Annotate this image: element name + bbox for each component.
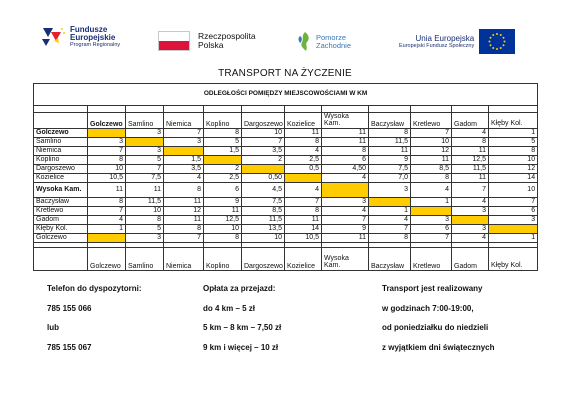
phone-label: Telefon do dyspozytorni: — [47, 284, 142, 293]
distance-cell: 14 — [489, 173, 538, 182]
empty-cell — [126, 106, 164, 113]
distance-cell: 12 — [411, 146, 452, 155]
distance-cell: 10 — [204, 224, 242, 233]
distance-cell: 1 — [369, 206, 411, 215]
polish-flag-icon — [158, 31, 190, 51]
distance-cell: 11,5 — [242, 215, 285, 224]
distance-cell: 3 — [126, 146, 164, 155]
distance-cell: 4 — [322, 206, 369, 215]
distance-cell: 8 — [411, 173, 452, 182]
ue-logo-line1: Unia Europejska — [415, 33, 475, 43]
schedule-line-4: z wyjątkiem dni świątecznych — [382, 342, 495, 352]
column-header: Niemica — [164, 113, 204, 129]
distance-cell: 7 — [164, 128, 204, 137]
distance-cell: 7 — [452, 182, 489, 197]
distance-cell: 11 — [88, 182, 126, 197]
fare-info — [203, 284, 281, 362]
distance-cell: 6 — [489, 206, 538, 215]
phone-number-1: 785 155 066 — [47, 303, 92, 313]
distance-cell: 7,5 — [242, 197, 285, 206]
distance-cell: 7 — [489, 197, 538, 206]
row-header: Kretlewo — [34, 206, 88, 215]
distance-cell: 8,5 — [242, 206, 285, 215]
empty-cell — [452, 106, 489, 113]
empty-cell — [204, 106, 242, 113]
fe-logo-line1: Fundusze — [70, 25, 108, 34]
distance-cell: 1 — [88, 224, 126, 233]
row-header: Wysoka Kam. — [34, 182, 88, 197]
self-distance-cell — [88, 128, 126, 137]
distance-cell: 7 — [242, 137, 285, 146]
distance-cell: 5 — [489, 137, 538, 146]
empty-cell — [369, 106, 411, 113]
column-header: Koplino — [204, 113, 242, 129]
table-title-row — [34, 84, 538, 106]
row-header: Baczysław — [34, 197, 88, 206]
logo-bar — [0, 0, 570, 68]
self-distance-cell — [285, 173, 322, 182]
pz-logo-line1: Pomorze — [316, 33, 347, 43]
distance-cell: 11 — [322, 128, 369, 137]
distance-cell: 3 — [88, 137, 126, 146]
corner-cell — [34, 247, 88, 270]
self-distance-cell — [164, 146, 204, 155]
distance-cell: 11 — [126, 182, 164, 197]
distance-cell: 10 — [242, 128, 285, 137]
table-footer-header-row — [34, 247, 538, 270]
distance-cell: 7,5 — [126, 173, 164, 182]
distance-cell: 12 — [489, 164, 538, 173]
phone-number-2: 785 155 067 — [47, 342, 92, 352]
fare-tier-3: 9 km i więcej – 10 zł — [203, 342, 279, 352]
rp-logo-line2: Polska — [198, 40, 224, 50]
distance-cell: 3,5 — [242, 146, 285, 155]
pz-logo-line2: Zachodnie — [316, 41, 352, 50]
distance-cell: 14 — [285, 224, 322, 233]
distance-cell: 8 — [285, 206, 322, 215]
column-header: Gadom — [452, 113, 489, 129]
empty-cell — [242, 106, 285, 113]
distance-cell: 4 — [164, 173, 204, 182]
row-header: Kozielice — [34, 173, 88, 182]
distance-cell: 10 — [489, 155, 538, 164]
schedule-info — [382, 284, 494, 362]
distance-cell: 11 — [452, 173, 489, 182]
distance-cell: 8 — [88, 197, 126, 206]
distance-cell: 5 — [126, 155, 164, 164]
column-header: Kretlewo — [411, 113, 452, 129]
table-header-row — [34, 113, 538, 129]
row-header: Niemica — [34, 146, 88, 155]
distance-cell: 10,5 — [88, 173, 126, 182]
distance-cell: 8 — [126, 215, 164, 224]
distance-cell: 8 — [489, 146, 538, 155]
dispatch-phone-info — [47, 284, 142, 362]
distance-cell: 4 — [452, 128, 489, 137]
distance-cell: 0,50 — [242, 173, 285, 182]
distance-cell: 1,5 — [204, 146, 242, 155]
distance-cell: 7 — [88, 146, 126, 155]
distance-cell: 7 — [126, 164, 164, 173]
page-title: TRANSPORT NA ŻYCZENIE — [218, 68, 352, 79]
distance-cell: 10 — [489, 182, 538, 197]
distance-cell: 11 — [285, 128, 322, 137]
distance-cell: 11 — [204, 206, 242, 215]
distance-cell: 1 — [489, 233, 538, 242]
distance-cell: 11,5 — [126, 197, 164, 206]
distance-table — [33, 83, 538, 271]
column-header: Gadom — [452, 247, 489, 270]
distance-cell: 8 — [452, 137, 489, 146]
distance-cell: 5 — [126, 224, 164, 233]
distance-cell: 2,5 — [204, 173, 242, 182]
schedule-line-3: od poniedziałku do niedzieli — [382, 323, 489, 332]
table-row — [34, 146, 538, 155]
self-distance-cell — [452, 215, 489, 224]
self-distance-cell — [126, 137, 164, 146]
phone-or: lub — [47, 323, 59, 332]
distance-cell: 9 — [204, 197, 242, 206]
self-distance-cell — [489, 224, 538, 233]
column-header: Golczewo — [88, 113, 126, 129]
distance-cell: 8 — [204, 233, 242, 242]
fare-tier-1: do 4 km – 5 zł — [203, 303, 256, 313]
distance-cell: 4 — [285, 146, 322, 155]
distance-cell: 10 — [126, 206, 164, 215]
distance-cell: 11 — [369, 146, 411, 155]
distance-cell: 10 — [242, 233, 285, 242]
distance-cell: 4,50 — [322, 164, 369, 173]
distance-cell: 10,5 — [285, 233, 322, 242]
ue-logo-line2: Europejski Fundusz Społeczny — [399, 42, 475, 49]
column-header: Kozielice — [285, 113, 322, 129]
self-distance-cell — [88, 233, 126, 242]
distance-cell: 9 — [369, 155, 411, 164]
distance-cell: 8,5 — [411, 164, 452, 173]
table-row — [34, 137, 538, 146]
distance-cell: 7 — [411, 233, 452, 242]
rzeczpospolita-polska-logo — [158, 31, 256, 51]
distance-cell: 3 — [369, 182, 411, 197]
distance-cell: 11,5 — [369, 137, 411, 146]
column-header: Kłęby Kol. — [489, 247, 538, 270]
table-spacer-row — [34, 106, 538, 113]
distance-cell: 12,5 — [452, 155, 489, 164]
distance-cell: 10 — [411, 137, 452, 146]
distance-cell: 8 — [204, 128, 242, 137]
table-row — [34, 173, 538, 182]
distance-cell: 4 — [322, 173, 369, 182]
distance-cell: 2,5 — [285, 155, 322, 164]
distance-cell: 1,5 — [164, 155, 204, 164]
distance-cell: 6 — [411, 224, 452, 233]
distance-cell: 6 — [204, 182, 242, 197]
distance-cell: 4 — [452, 197, 489, 206]
unia-europejska-logo — [399, 29, 515, 54]
table-row — [34, 233, 538, 242]
distance-cell: 11 — [322, 233, 369, 242]
table-row — [34, 206, 538, 215]
table-row — [34, 182, 538, 197]
row-header: Gadom — [34, 215, 88, 224]
distance-cell: 7 — [164, 233, 204, 242]
distance-cell: 1 — [489, 128, 538, 137]
distance-cell: 11 — [322, 137, 369, 146]
distance-cell: 9 — [322, 224, 369, 233]
self-distance-cell — [411, 206, 452, 215]
row-header: Golczewo — [34, 233, 88, 242]
distance-cell: 3 — [411, 215, 452, 224]
column-header: Kłęby Kol. — [489, 113, 538, 129]
distance-cell: 3 — [452, 206, 489, 215]
table-row — [34, 128, 538, 137]
row-header: Kłęby Kol. — [34, 224, 88, 233]
distance-cell: 11 — [411, 155, 452, 164]
distance-cell: 10 — [88, 164, 126, 173]
self-distance-cell — [369, 197, 411, 206]
distance-cell: 3 — [126, 128, 164, 137]
self-distance-cell — [204, 155, 242, 164]
distance-cell: 8 — [285, 137, 322, 146]
distance-cell: 8 — [322, 146, 369, 155]
empty-cell — [489, 106, 538, 113]
column-header: Koplino — [204, 247, 242, 270]
fundusze-europejskie-icon — [40, 26, 66, 48]
distance-cell: 7,0 — [369, 173, 411, 182]
empty-cell — [285, 106, 322, 113]
distance-cell: 8 — [164, 182, 204, 197]
distance-cell: 3 — [489, 215, 538, 224]
empty-cell — [411, 106, 452, 113]
schedule-line-2: w godzinach 7:00-19:00, — [382, 303, 474, 313]
empty-cell — [164, 106, 204, 113]
table-row — [34, 155, 538, 164]
fe-logo-line2: Europejskie — [70, 33, 116, 43]
distance-cell: 7 — [88, 206, 126, 215]
column-header: Niemica — [164, 247, 204, 270]
column-header: Baczysław — [369, 247, 411, 270]
schedule-line-1: Transport jest realizowany — [382, 284, 483, 293]
distance-cell: 11 — [164, 197, 204, 206]
table-row — [34, 197, 538, 206]
column-header: Golczewo — [88, 247, 126, 270]
distance-cell: 7 — [411, 128, 452, 137]
column-header: Dargoszewo — [242, 113, 285, 129]
distance-cell: 8 — [88, 155, 126, 164]
distance-cell: 0,5 — [285, 164, 322, 173]
pomorze-zachodnie-logo — [296, 30, 351, 54]
column-header: Kozielice — [285, 247, 322, 270]
distance-cell: 7 — [322, 215, 369, 224]
distance-cell: 12,5 — [204, 215, 242, 224]
distance-cell: 4 — [88, 215, 126, 224]
fe-logo-line3: Program Regionalny — [70, 41, 121, 48]
distance-cell: 4 — [285, 182, 322, 197]
distance-cell: 7,5 — [369, 164, 411, 173]
distance-cell: 11,5 — [452, 164, 489, 173]
empty-cell — [88, 106, 126, 113]
distance-cell: 13,5 — [242, 224, 285, 233]
distance-cell: 3 — [322, 197, 369, 206]
row-header: Samlino — [34, 137, 88, 146]
distance-cell: 4 — [452, 233, 489, 242]
column-header: Baczysław — [369, 113, 411, 129]
distance-cell: 8 — [369, 233, 411, 242]
corner-cell — [34, 113, 88, 129]
empty-cell — [322, 106, 369, 113]
self-distance-cell — [322, 182, 369, 197]
fundusze-europejskie-logo — [40, 26, 120, 49]
fare-label: Opłata za przejazd: — [203, 284, 276, 293]
distance-cell: 4 — [411, 182, 452, 197]
row-header: Koplino — [34, 155, 88, 164]
empty-cell — [34, 106, 88, 113]
column-header: Dargoszewo — [242, 247, 285, 270]
distance-cell: 4,5 — [242, 182, 285, 197]
distance-cell: 3 — [164, 137, 204, 146]
distance-cell: 6 — [322, 155, 369, 164]
distance-cell: 8 — [164, 224, 204, 233]
distance-cell: 7 — [285, 197, 322, 206]
table-row — [34, 215, 538, 224]
distance-cell: 11 — [452, 146, 489, 155]
distance-cell: 3,5 — [164, 164, 204, 173]
distance-cell: 12 — [164, 206, 204, 215]
column-header: Kretlewo — [411, 247, 452, 270]
distance-cell: 2 — [204, 164, 242, 173]
distance-cell: 3 — [452, 224, 489, 233]
table-row — [34, 224, 538, 233]
distance-cell: 7 — [369, 224, 411, 233]
distance-cell: 5 — [204, 137, 242, 146]
distance-cell: 11 — [285, 215, 322, 224]
pomorze-zachodnie-icon — [296, 30, 314, 54]
column-header: Samlino — [126, 113, 164, 129]
rp-logo-line1: Rzeczpospolita — [198, 31, 256, 42]
column-header: Wysoka Kam. — [322, 247, 369, 270]
distance-cell: 8 — [369, 128, 411, 137]
distance-cell: 4 — [369, 215, 411, 224]
row-header: Dargoszewo — [34, 164, 88, 173]
distance-cell: 3 — [126, 233, 164, 242]
column-header: Samlino — [126, 247, 164, 270]
distance-cell: 1 — [411, 197, 452, 206]
column-header: Wysoka Kam. — [322, 113, 369, 129]
eu-flag-icon — [479, 29, 515, 54]
row-header: Golczewo — [34, 128, 88, 137]
fare-tier-2: 5 km – 8 km – 7,50 zł — [203, 323, 282, 332]
table-row — [34, 164, 538, 173]
table-title: ODLEGŁOŚCI POMIĘDZY MIEJSCOWOŚCIAMI W KM — [34, 84, 538, 106]
self-distance-cell — [242, 164, 285, 173]
distance-cell: 2 — [242, 155, 285, 164]
distance-cell: 11 — [164, 215, 204, 224]
